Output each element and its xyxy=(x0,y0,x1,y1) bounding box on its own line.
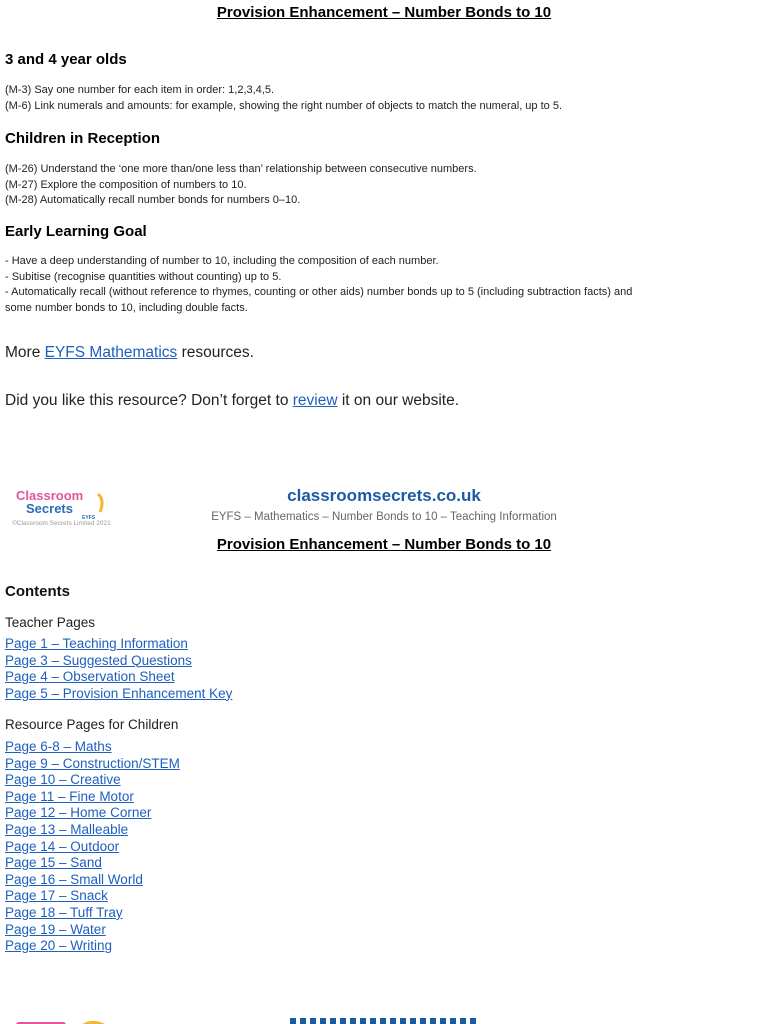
svg-text:Classroom: Classroom xyxy=(16,488,84,503)
more-resources-line xyxy=(5,344,254,362)
section-list-reception xyxy=(5,162,477,209)
contents-link[interactable]: Page 1 – Teaching Information xyxy=(5,636,188,651)
review-text: Did you like this resource? Don’t forget to xyxy=(5,392,293,409)
footer-subtitle: EYFS – Mathematics – Number Bonds to 10 – Teaching Information xyxy=(211,511,557,523)
list-item: - Automatically recall (without reference to rhymes, counting or other aids) number bonds up to 5 (including subtraction facts) and xyxy=(5,286,633,298)
page-title: Provision Enhancement – Number Bonds to 10 xyxy=(216,4,552,21)
review-line xyxy=(5,392,459,410)
contents-link[interactable]: Page 3 – Suggested Questions xyxy=(5,652,192,668)
contents-link[interactable]: Page 6-8 – Maths xyxy=(5,739,112,754)
contents-link[interactable]: Page 20 – Writing xyxy=(5,938,113,954)
contents-link[interactable]: Page 15 – Sand xyxy=(5,855,102,871)
site-name: classroomsecrets.co.uk xyxy=(287,486,481,505)
copyright: ©Classroom Secrets Limited 2021 xyxy=(12,520,111,527)
review-text-end: it on our website. xyxy=(337,392,460,409)
contents-link[interactable]: Page 18 – Tuff Tray xyxy=(5,904,123,920)
contents-link[interactable]: Page 13 – Malleable xyxy=(5,821,129,837)
page2-title: Provision Enhancement – Number Bonds to 10 xyxy=(216,536,552,553)
contents-link[interactable]: Page 14 – Outdoor xyxy=(5,838,120,854)
list-item: (M-28) Automatically recall number bonds for numbers 0–10. xyxy=(5,194,301,206)
contents-link[interactable]: Page 12 – Home Corner xyxy=(5,805,152,821)
teacher-pages-label: Teacher Pages xyxy=(5,615,96,630)
eyfs-mathematics-link[interactable]: EYFS Mathematics xyxy=(44,344,178,361)
section-heading-reception: Children in Reception xyxy=(5,130,161,147)
contents-link[interactable]: Page 9 – Construction/STEM xyxy=(5,755,180,771)
list-item: (M-6) Link numerals and amounts: for example, showing the right number of objects to match the numeral, up to 5. xyxy=(5,99,562,112)
resource-pages-label: Resource Pages for Children xyxy=(5,717,179,732)
resource-pages-list xyxy=(5,739,180,955)
contents-link[interactable]: Page 16 – Small World xyxy=(5,871,143,887)
list-item: (M-27) Explore the composition of numbers to 10. xyxy=(5,178,247,191)
more-text: More xyxy=(5,344,45,361)
list-item: (M-3) Say one number for each item in order: 1,2,3,4,5. xyxy=(5,84,275,96)
contents-link[interactable]: Page 19 – Water xyxy=(5,921,106,937)
contents-link[interactable]: Page 17 – Snack xyxy=(5,888,108,904)
contents-link[interactable]: Page 10 – Creative xyxy=(5,772,121,788)
svg-text:EYFS: EYFS xyxy=(82,515,96,521)
list-item: some number bonds to 10, including double facts. xyxy=(5,301,248,314)
list-item: - Subitise (recognise quantities without counting) up to 5. xyxy=(5,270,282,283)
next-page-logo-partial xyxy=(10,1014,130,1024)
contents-link[interactable]: Page 4 – Observation Sheet xyxy=(5,669,175,685)
contents-link[interactable]: Page 5 – Provision Enhancement Key xyxy=(5,685,233,701)
next-page-site-partial xyxy=(290,1016,480,1024)
section-heading-3-4: 3 and 4 year olds xyxy=(5,51,127,68)
section-list-elg xyxy=(5,254,632,316)
list-item: - Have a deep understanding of number to 10, including the composition of each number. xyxy=(5,255,439,267)
list-item: (M-26) Understand the ‘one more than/one less than’ relationship between consecutive numbers. xyxy=(5,163,477,175)
section-list-3-4 xyxy=(5,83,562,114)
contents-link[interactable]: Page 11 – Fine Motor xyxy=(5,788,134,804)
review-link[interactable]: review xyxy=(292,392,338,409)
section-heading-elg: Early Learning Goal xyxy=(5,223,147,240)
svg-text:Secrets: Secrets xyxy=(26,501,73,516)
more-text-end: resources. xyxy=(177,344,254,361)
contents-heading: Contents xyxy=(5,583,70,600)
teacher-pages-list xyxy=(5,636,232,702)
